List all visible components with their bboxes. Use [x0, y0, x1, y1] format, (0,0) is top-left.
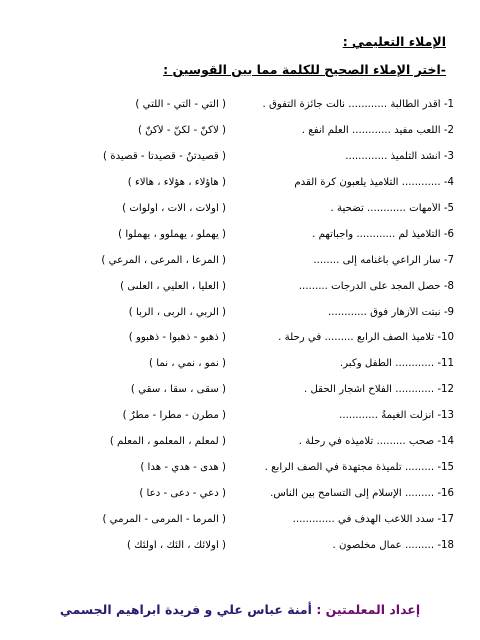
worksheet-title: الإملاء التعليمي :	[342, 34, 446, 49]
question-text: 15- ......... تلميذة مجتهدة في الصف الرابع .	[264, 461, 454, 473]
question-item	[24, 299, 454, 325]
answer-options: ( سقى ، سقا ، سقي )	[130, 384, 226, 396]
authors-label: إعداد المعلمتين :	[316, 602, 421, 617]
question-text: 9- نبتت الأزهار فوق ............	[328, 306, 454, 318]
question-text: 17- سدد اللاعب الهدف في .............	[292, 513, 454, 525]
question-item	[24, 403, 454, 429]
question-text: 2- اللعب مفيد ............ العلم أنفع .	[301, 125, 454, 137]
answer-options: ( لمعلم ، المعلمو ، المعلم )	[109, 436, 226, 448]
question-text: 11- ............ الطفل وكبر.	[339, 358, 454, 370]
question-item	[24, 429, 454, 455]
answer-options: ( هدى - هدي - هدا )	[140, 461, 226, 473]
question-text: 14- صحب ......... تلاميذه في رحلة .	[298, 436, 454, 448]
question-item	[24, 196, 454, 222]
question-text: 8- حصل المجد على الدرجات .........	[298, 280, 454, 292]
question-text: 3- أنشد التلميذ .............	[345, 151, 454, 163]
question-item	[24, 351, 454, 377]
answer-options: ( دعي - دعى - دعا )	[139, 487, 226, 499]
question-text: 13- أنزلت الغيمةُ ............	[339, 410, 454, 422]
question-text: 18- ......... عمال مخلصون .	[332, 539, 454, 551]
question-item	[24, 273, 454, 299]
question-text: 7- سار الراعي بأغنامه إلى ........	[313, 254, 454, 266]
question-text: 4- ............ التلاميذ يلعبون كرة القدم	[294, 177, 454, 189]
answer-options: ( لاكنّ - لكنّ - لأكنّ )	[137, 125, 226, 137]
instruction-heading: -اختر الإملاء الصحيح للكلمة مما بين القوسين :	[163, 62, 446, 77]
question-text: 10- تلاميذ الصف الرابع ......... في رحلة .	[278, 332, 454, 344]
answer-options: ( يهملو ، يهملوو ، يهملوا )	[118, 228, 226, 240]
question-text: 6- التلاميذ لم ............ واجباتهم .	[312, 228, 454, 240]
answer-options: ( هاؤلاء ، هؤلاء ، هألاء )	[127, 177, 226, 189]
answer-options: ( العليا ، العليي ، العلىى )	[120, 280, 226, 292]
question-item	[24, 506, 454, 532]
authors-names: أمنة عباس علي و فريدة ابراهيم الجسمي	[59, 602, 312, 617]
question-item	[24, 144, 454, 170]
answer-options: ( نمو ، نمي ، نما )	[149, 358, 226, 370]
question-item	[24, 377, 454, 403]
answer-options: ( أولات ، ألات ، أولوات )	[122, 203, 226, 214]
answer-options: ( أولائك ، ألئك ، أولئك )	[126, 539, 226, 551]
answer-options: ( الربي ، الربى ، الربا )	[128, 306, 226, 318]
question-item	[24, 454, 454, 480]
question-item	[24, 325, 454, 351]
question-item	[24, 221, 454, 247]
answer-options: ( قصيدتنٌ - قصيدتاً - قصيدة )	[103, 151, 226, 163]
answer-options: ( المرعا ، المرعى ، المرعي )	[101, 254, 226, 266]
question-item	[24, 247, 454, 273]
answer-options: ( ذهبو - ذهبوا - ذهبوو )	[128, 332, 226, 344]
question-item	[24, 170, 454, 196]
question-text: 12- ............ الفلاح أشجار الحقل .	[303, 384, 454, 396]
question-text: 1- أقدر الطالبة ............ نالت جائزة التفوق .	[262, 99, 454, 111]
question-item	[24, 532, 454, 558]
question-item	[24, 118, 454, 144]
question-list	[24, 92, 454, 558]
question-item	[24, 480, 454, 506]
answer-options: ( المرما - المرمى - المرمي )	[102, 513, 226, 525]
question-item	[24, 92, 454, 118]
question-text: 5- الأمهات ............ تضحية .	[330, 203, 454, 214]
answer-options: ( مطرن - مطراً - مطرٌ )	[122, 410, 226, 422]
authors-footer	[0, 602, 480, 617]
question-text: 16- ......... الإسلام إلى التسامح بين الناس.	[270, 487, 454, 499]
answer-options: ( التي - ألتي - اللتي )	[135, 99, 226, 111]
